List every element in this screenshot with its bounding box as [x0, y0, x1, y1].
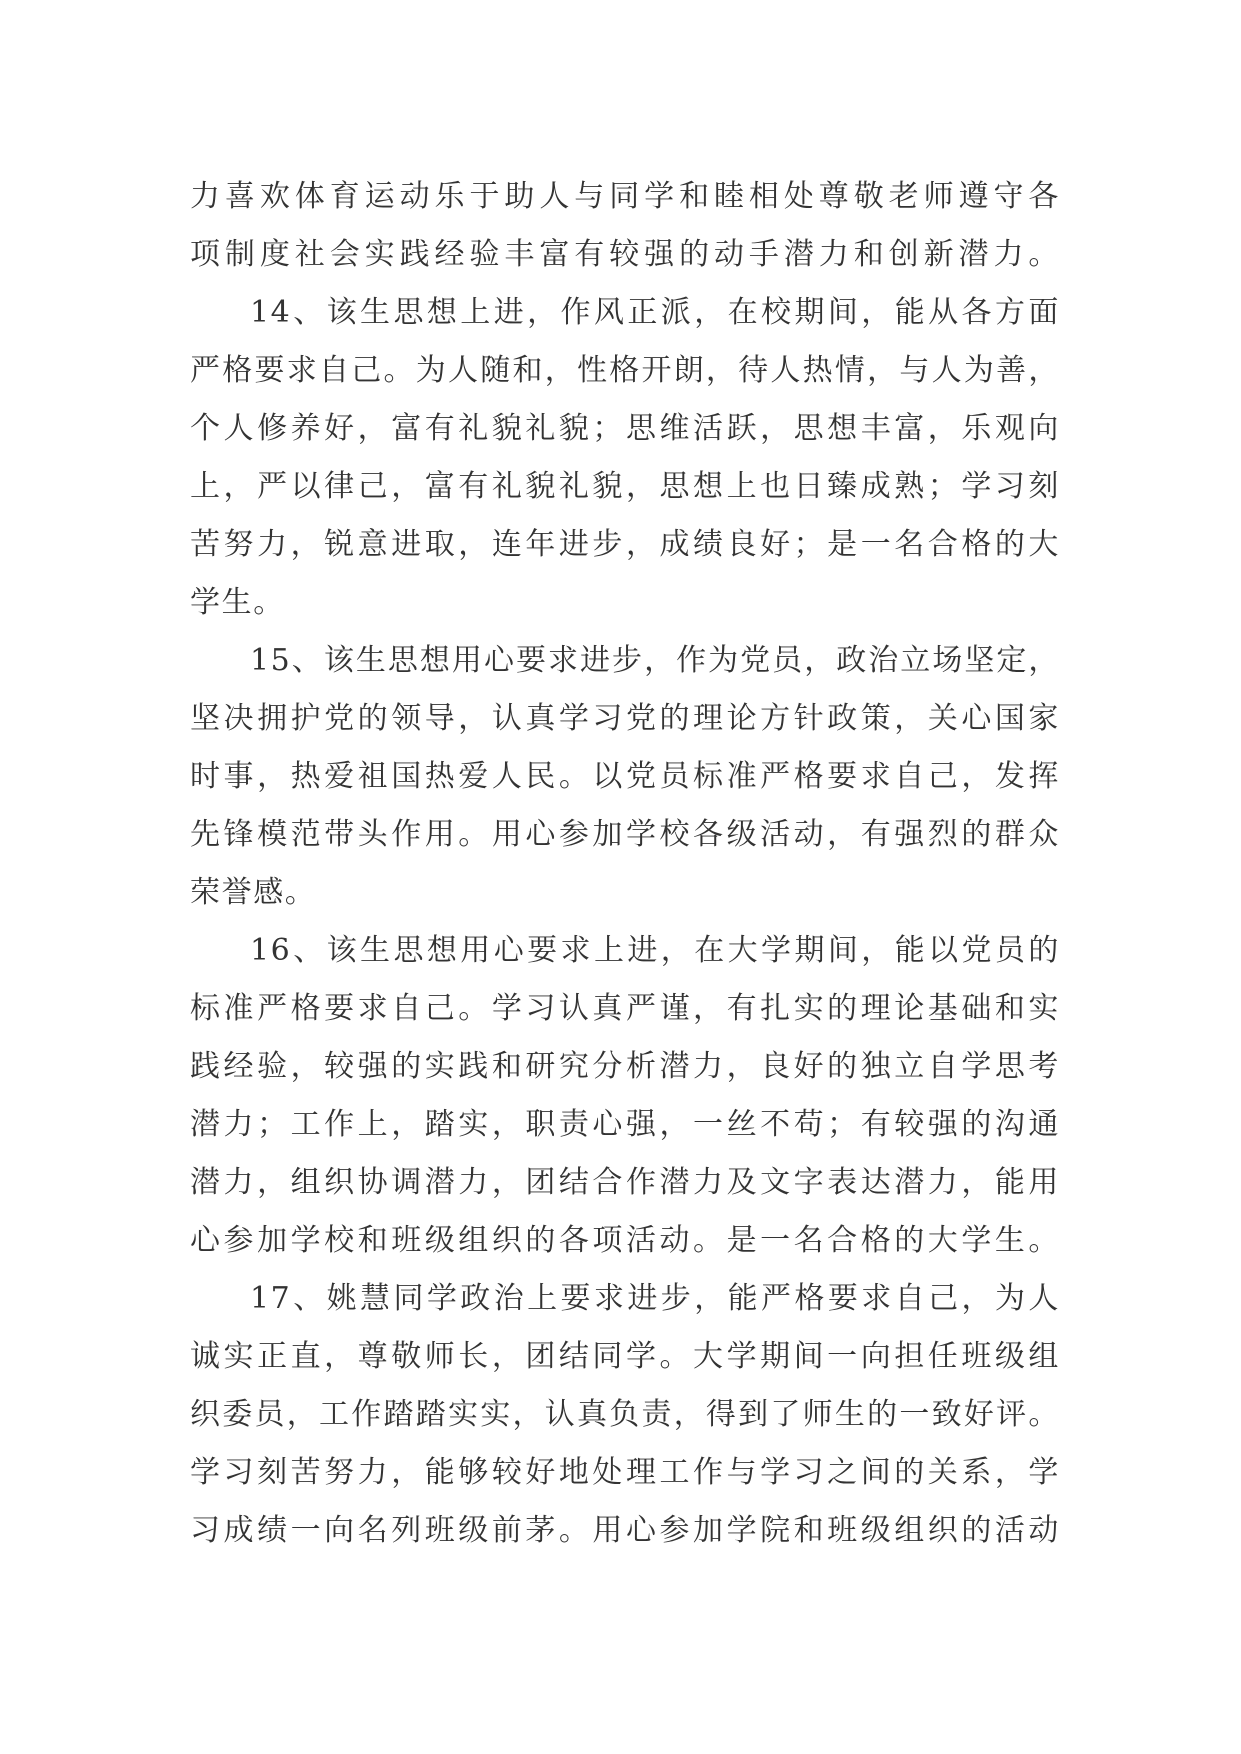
text-line: 严格要求自己。为人随和，性格开朗，待人热情，与人为善，	[190, 353, 1060, 388]
text-line: 上，严以律己，富有礼貌礼貌，思想上也日臻成熟；学习刻	[190, 469, 1060, 504]
text-line: 心参加学校和班级组织的各项活动。是一名合格的大学生。	[190, 1223, 1060, 1258]
text-line: 苦努力，锐意进取，连年进步，成绩良好；是一名合格的大	[190, 527, 1060, 562]
text-line: 时事，热爱祖国热爱人民。以党员标准严格要求自己，发挥	[190, 759, 1060, 794]
text-line: 个人修养好，富有礼貌礼貌；思维活跃，思想丰富，乐观向	[190, 411, 1060, 446]
text-line: 织委员，工作踏踏实实，认真负责，得到了师生的一致好评。	[190, 1397, 1060, 1432]
text-line: 潜力，组织协调潜力，团结合作潜力及文字表达潜力，能用	[190, 1165, 1060, 1200]
text-line: 习成绩一向名列班级前茅。用心参加学院和班级组织的活动	[190, 1513, 1060, 1548]
text-line: 学生。	[190, 585, 285, 620]
paragraph-17-first-line: 17、姚慧同学政治上要求进步，能严格要求自己，为人	[250, 1281, 1060, 1316]
text-line: 坚决拥护党的领导，认真学习党的理论方针政策，关心国家	[190, 701, 1060, 736]
text-line: 潜力；工作上，踏实，职责心强，一丝不苟；有较强的沟通	[190, 1107, 1060, 1142]
text-line: 标准严格要求自己。学习认真严谨，有扎实的理论基础和实	[190, 991, 1060, 1026]
text-line: 践经验，较强的实践和研究分析潜力，良好的独立自学思考	[190, 1049, 1060, 1084]
text-line: 学习刻苦努力，能够较好地处理工作与学习之间的关系，学	[190, 1455, 1060, 1490]
text-line: 诚实正直，尊敬师长，团结同学。大学期间一向担任班级组	[190, 1339, 1060, 1374]
text-line: 力喜欢体育运动乐于助人与同学和睦相处尊敬老师遵守各	[190, 179, 1060, 214]
paragraph-14-first-line: 14、该生思想上进，作风正派，在校期间，能从各方面	[250, 295, 1060, 330]
text-line: 先锋模范带头作用。用心参加学校各级活动，有强烈的群众	[190, 817, 1060, 852]
paragraph-16-first-line: 16、该生思想用心要求上进，在大学期间，能以党员的	[250, 933, 1060, 968]
paragraph-15-first-line: 15、该生思想用心要求进步，作为党员，政治立场坚定，	[250, 643, 1060, 678]
text-line: 荣誉感。	[190, 875, 317, 910]
text-line: 项制度社会实践经验丰富有较强的动手潜力和创新潜力。	[190, 237, 1060, 272]
